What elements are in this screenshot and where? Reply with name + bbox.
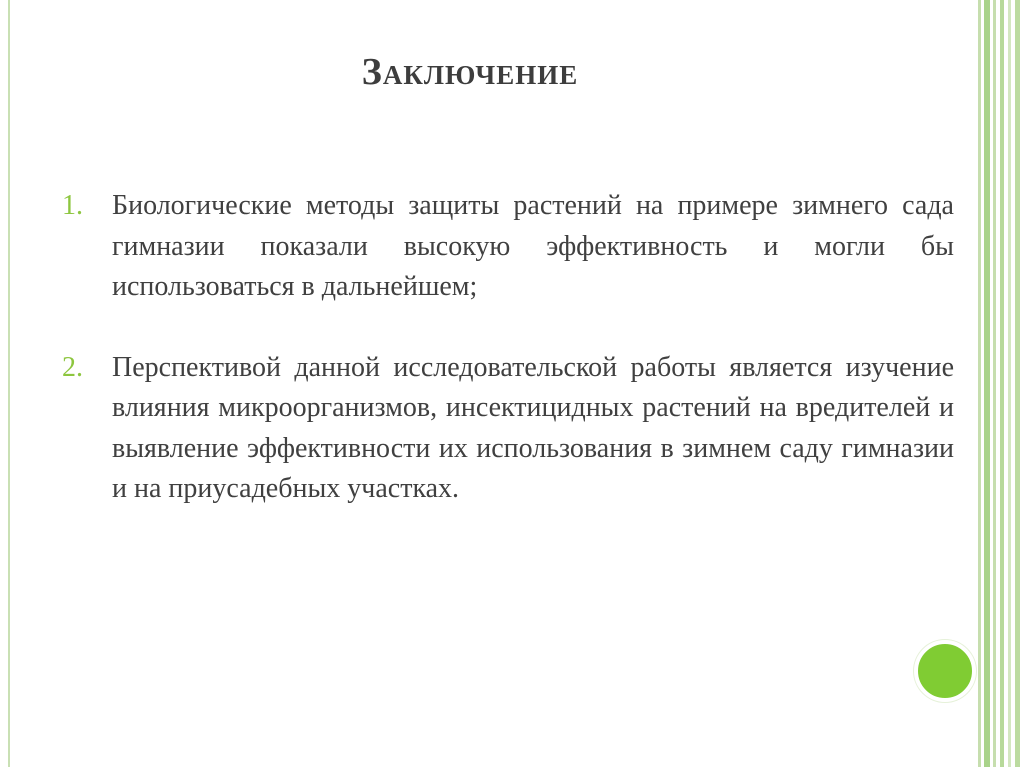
green-circle-icon bbox=[914, 640, 976, 702]
decorative-stripe bbox=[993, 0, 996, 767]
list-item-number: 1. bbox=[62, 190, 83, 221]
slide-title: Заключение bbox=[361, 51, 579, 93]
decorative-stripe bbox=[978, 0, 981, 767]
frame-left-line bbox=[8, 0, 10, 767]
conclusion-list bbox=[62, 186, 954, 550]
list-item-text: Перспективой данной исследовательской работы является изучение влияния микроорганизмов, инсектицидных растений на вредителей и выявление эффективности их использования в зимнем саду гимназии и на приусадебных участках. bbox=[112, 351, 954, 504]
decorative-stripe bbox=[1000, 0, 1004, 767]
list-item-text: Биологические методы защиты растений на примере зимнего сада гимназии показали высокую эффективность и могли бы использоваться в дальнейшем; bbox=[112, 190, 954, 302]
decorative-stripe bbox=[1015, 0, 1020, 767]
decorative-stripe bbox=[1008, 0, 1011, 767]
list-item-number: 2. bbox=[62, 351, 83, 383]
list-item bbox=[62, 348, 954, 510]
list-item bbox=[62, 186, 954, 308]
decorative-stripe bbox=[984, 0, 990, 767]
